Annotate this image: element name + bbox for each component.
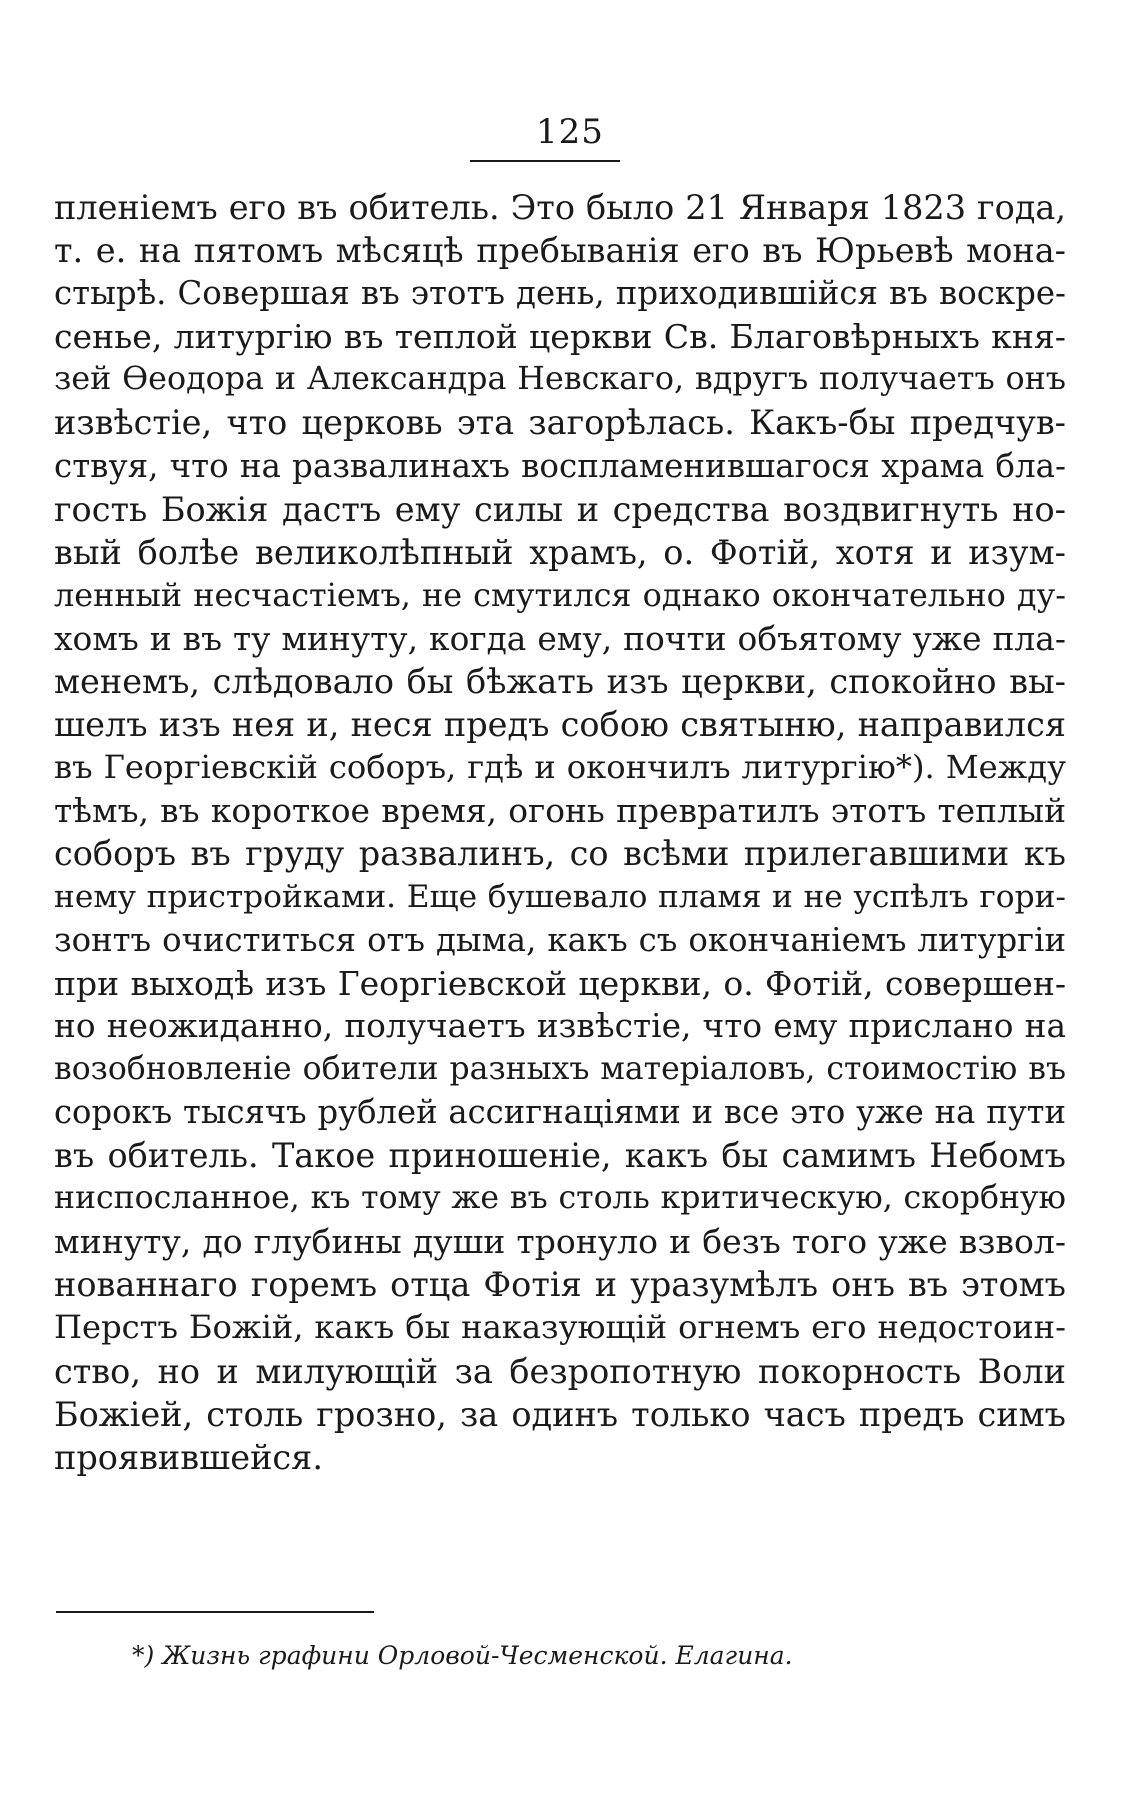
text-line: нованнаго горемъ отца Фотія и уразумѣлъ онъ въ этомъ (54, 1265, 1066, 1305)
text-line: въ обитель. Такое приношеніе, какъ бы самимъ Небомъ (54, 1136, 1066, 1176)
text-line: зей Ѳеодора и Александра Невскаго, вдругъ получаетъ онъ (54, 361, 1066, 398)
text-line: ство, но и милующій за безропотную покорность Воли (54, 1351, 1066, 1391)
text-line: хомъ и въ ту минуту, когда ему, почти объятому уже пла- (54, 618, 1066, 658)
text-line: возобновленіе обители разныхъ матеріаловъ, стоимостію въ (54, 1050, 1066, 1087)
page-number: 125 (536, 112, 604, 152)
text-line: ниспосланное, къ тому же въ столь критическую, скорбную (54, 1180, 1066, 1217)
text-line: тѣмъ, въ короткое время, огонь превратилъ этотъ теплый (54, 791, 1066, 831)
text-line: минуту, до глубины души тронуло и безъ того уже взвол- (54, 1222, 1066, 1262)
text-line: проявившейся. (54, 1437, 323, 1477)
text-line: Божіей, столь грозно, за одинъ только часъ предъ симъ (54, 1394, 1066, 1434)
footnote-separator (56, 1611, 374, 1613)
text-line: стырѣ. Совершая въ этотъ день, приходившійся въ воскре- (54, 274, 1066, 313)
text-line: зонтъ очиститься отъ дыма, какъ съ окончаніемъ литургіи (54, 920, 1066, 959)
text-line: пленіемъ его въ обитель. Это было 21 Января 1823 года, (54, 188, 1066, 227)
text-line: при выходѣ изъ Георгіевской церкви, о. Фотій, совершен- (54, 963, 1066, 1003)
text-line: вый болѣе великолѣпный храмъ, о. Фотій, хотя и изум- (54, 532, 1066, 572)
text-line: нему пристройками. Еще бушевало пламя и не успѣлъ гори- (54, 878, 1066, 915)
text-line: менемъ, слѣдовало бы бѣжать изъ церкви, спокойно вы- (54, 662, 1066, 702)
page-number-underline (470, 160, 620, 162)
text-line: сорокъ тысячъ рублей ассигнаціями и все это уже на пути (54, 1092, 1066, 1131)
text-line: ленный несчастіемъ, не смутился однако окончательно ду- (54, 575, 1066, 614)
text-line: но неожиданно, получаетъ извѣстіе, что ему прислано на (54, 1006, 1066, 1045)
text-line: соборъ въ груду развалинъ, со всѣми прилегавшими къ (54, 834, 1066, 874)
text-line: т. е. на пятомъ мѣсяцѣ пребыванія его въ Юрьевѣ мона- (54, 231, 1066, 271)
text-line: извѣстіе, что церковь эта загорѣлась. Какъ-бы предчув- (54, 403, 1066, 443)
text-line: шелъ изъ нея и, неся предъ собою святыню, направился (54, 705, 1066, 745)
text-line: въ Георгіевскій соборъ, гдѣ и окончилъ литургію*). Между (54, 748, 1066, 787)
text-line: Перстъ Божій, какъ бы наказующій огнемъ его недостоин- (54, 1308, 1066, 1347)
text-line: ствуя, что на развалинахъ воспламенившагося храма бла- (54, 446, 1066, 485)
body-text (54, 186, 1066, 1479)
footnote: *) Жизнь графини Орловой-Чесменской. Елагина. (132, 1641, 793, 1670)
text-line: гость Божія дастъ ему силы и средства воздвигнуть но- (54, 489, 1066, 529)
text-line: сенье, литургію въ теплой церкви Св. Благовѣрныхъ кня- (54, 317, 1066, 357)
